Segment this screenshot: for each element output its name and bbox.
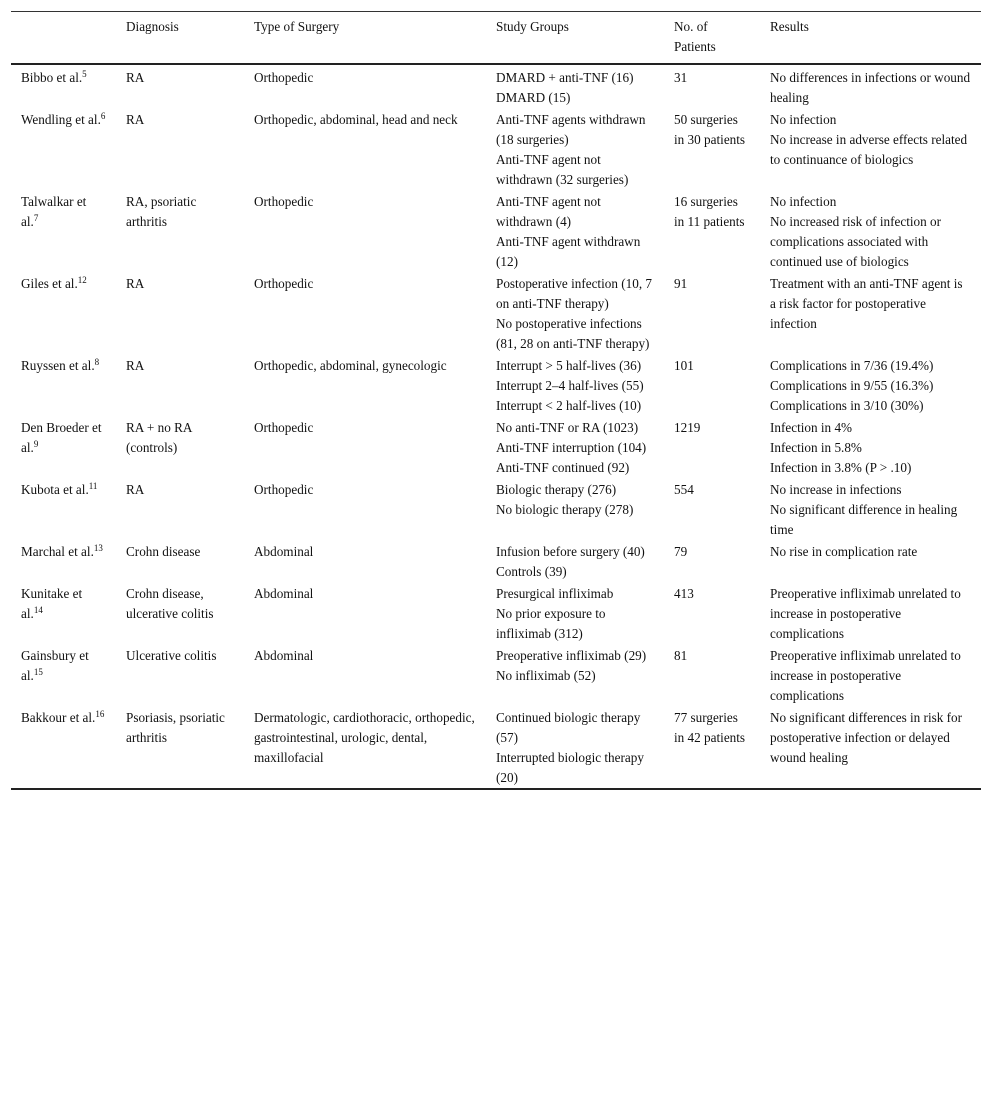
cell-diagnosis: RA + no RA (controls) — [126, 419, 192, 455]
study-group-line: Anti-TNF interruption (104) — [496, 439, 647, 455]
cell-study-groups — [486, 478, 664, 540]
table-row — [11, 108, 981, 190]
study-author: Talwalkar et al. — [21, 193, 87, 229]
study-group-line: Continued biologic therapy (57) — [496, 709, 641, 745]
reference-number: 7 — [33, 212, 39, 223]
result-line: Infection in 3.8% (P > .10) — [770, 459, 912, 475]
cell-patients: 16 surgeries in 11 patients — [674, 193, 745, 229]
cell-study-groups — [486, 64, 664, 108]
table-row — [11, 582, 981, 644]
table-row — [11, 706, 981, 789]
study-group-line: Anti-TNF agent not withdrawn (32 surgeries) — [496, 151, 629, 187]
study-group-line: No prior exposure to infliximab (312) — [496, 605, 606, 641]
cell-diagnosis: RA, psoriatic arthritis — [126, 193, 197, 229]
cell-study-groups — [486, 540, 664, 582]
cell-study — [11, 582, 116, 644]
cell-surgery-type: Orthopedic, abdominal, head and neck — [254, 111, 458, 127]
studies-table — [11, 11, 981, 790]
study-group-line: Interrupt < 2 half-lives (10) — [496, 397, 642, 413]
cell-patients: 1219 — [674, 419, 701, 435]
table-row — [11, 190, 981, 272]
table-row — [11, 644, 981, 706]
cell-study-groups — [486, 272, 664, 354]
table-row — [11, 354, 981, 416]
cell-diagnosis: Ulcerative colitis — [126, 647, 217, 663]
cell-results — [760, 644, 981, 706]
cell-study-groups — [486, 354, 664, 416]
reference-number: 15 — [33, 666, 43, 677]
cell-results — [760, 354, 981, 416]
cell-surgery-type: Orthopedic, abdominal, gynecologic — [254, 357, 447, 373]
result-line: No infection — [770, 193, 837, 209]
cell-surgery-type: Orthopedic — [254, 419, 314, 435]
study-author: Gainsbury et al. — [21, 647, 89, 683]
result-line: No significant difference in healing time — [770, 501, 958, 537]
table-container — [11, 11, 981, 790]
cell-study — [11, 190, 116, 272]
cell-study — [11, 644, 116, 706]
result-line: Complications in 9/55 (16.3%) — [770, 377, 934, 393]
cell-diagnosis: Psoriasis, psoriatic arthritis — [126, 709, 225, 745]
study-group-line: Anti-TNF agent not withdrawn (4) — [496, 193, 601, 229]
study-group-line: No biologic therapy (278) — [496, 501, 634, 517]
cell-surgery-type: Orthopedic — [254, 275, 314, 291]
cell-study-groups — [486, 108, 664, 190]
cell-diagnosis: Crohn disease, ulcerative colitis — [126, 585, 214, 621]
result-line: Infection in 5.8% — [770, 439, 862, 455]
result-line: Preoperative infliximab unrelated to increase in postoperative complications — [770, 585, 961, 641]
study-group-line: Interrupt > 5 half-lives (36) — [496, 357, 642, 373]
table-row — [11, 478, 981, 540]
cell-results — [760, 706, 981, 789]
study-group-line: No infliximab (52) — [496, 667, 596, 683]
table-row — [11, 416, 981, 478]
result-line: No significant differences in risk for postoperative infection or delayed wound healing — [770, 709, 963, 765]
study-group-line: Controls (39) — [496, 563, 567, 579]
study-group-line: Preoperative infliximab (29) — [496, 647, 647, 663]
study-author: Bibbo et al. — [21, 69, 83, 85]
study-author: Giles et al. — [21, 275, 78, 291]
cell-results — [760, 540, 981, 582]
result-line: No increase in infections — [770, 481, 902, 497]
cell-results — [760, 190, 981, 272]
reference-number: 14 — [33, 604, 43, 615]
cell-patients: 77 surgeries in 42 patients — [674, 709, 746, 745]
study-group-line: DMARD + anti-TNF (16) — [496, 69, 634, 85]
study-author: Ruyssen et al. — [21, 357, 95, 373]
study-group-line: No anti-TNF or RA (1023) — [496, 419, 639, 435]
study-author: Marchal et al. — [21, 543, 94, 559]
result-line: Complications in 3/10 (30%) — [770, 397, 924, 413]
cell-patients: 554 — [674, 481, 694, 497]
cell-patients: 31 — [674, 69, 688, 85]
header-results: Results — [770, 19, 809, 34]
cell-surgery-type: Abdominal — [254, 543, 314, 559]
table-row — [11, 64, 981, 108]
header-diagnosis: Diagnosis — [126, 19, 179, 34]
study-group-line: No postoperative infections (81, 28 on anti-TNF therapy) — [496, 315, 650, 351]
cell-diagnosis: RA — [126, 481, 145, 497]
study-author: Bakkour et al. — [21, 709, 96, 725]
cell-patients: 79 — [674, 543, 688, 559]
reference-number: 13 — [93, 542, 103, 553]
cell-study — [11, 478, 116, 540]
header-row — [11, 12, 981, 64]
reference-number: 5 — [82, 68, 87, 79]
study-author: Wendling et al. — [21, 111, 101, 127]
cell-patients: 101 — [674, 357, 694, 373]
study-group-line: Anti-TNF agents withdrawn (18 surgeries) — [496, 111, 646, 147]
header-study — [11, 12, 116, 64]
reference-number: 12 — [77, 274, 87, 285]
cell-patients: 50 surgeries in 30 patients — [674, 111, 746, 147]
cell-results — [760, 272, 981, 354]
result-line: No differences in infections or wound healing — [770, 69, 971, 105]
reference-number: 16 — [95, 708, 105, 719]
header-study-groups: Study Groups — [496, 19, 569, 34]
cell-diagnosis: RA — [126, 111, 145, 127]
study-group-line: Anti-TNF continued (92) — [496, 459, 630, 475]
cell-study-groups — [486, 582, 664, 644]
table-header — [11, 12, 981, 64]
reference-number: 9 — [33, 438, 39, 449]
result-line: No increased risk of infection or complications associated with continued use of biologics — [770, 213, 942, 269]
reference-number: 8 — [94, 356, 100, 367]
cell-diagnosis: RA — [126, 69, 145, 85]
result-line: No infection — [770, 111, 837, 127]
study-group-line: Biologic therapy (276) — [496, 481, 617, 497]
study-group-line: DMARD (15) — [496, 89, 571, 105]
cell-diagnosis: Crohn disease — [126, 543, 201, 559]
reference-number: 6 — [100, 110, 106, 121]
cell-results — [760, 582, 981, 644]
cell-diagnosis: RA — [126, 357, 145, 373]
cell-patients: 91 — [674, 275, 688, 291]
result-line: Treatment with an anti-TNF agent is a risk factor for postoperative infection — [770, 275, 963, 331]
cell-study — [11, 272, 116, 354]
study-group-line: Infusion before surgery (40) — [496, 543, 645, 559]
cell-study-groups — [486, 190, 664, 272]
study-group-line: Postoperative infection (10, 7 on anti-TNF therapy) — [496, 275, 653, 311]
cell-diagnosis: RA — [126, 275, 145, 291]
cell-results — [760, 478, 981, 540]
cell-study — [11, 416, 116, 478]
result-line: Infection in 4% — [770, 419, 853, 435]
cell-study-groups — [486, 644, 664, 706]
result-line: No increase in adverse effects related to continuance of biologics — [770, 131, 968, 167]
cell-study — [11, 108, 116, 190]
study-group-line: Interrupted biologic therapy (20) — [496, 749, 644, 785]
study-author: Kunitake et al. — [21, 585, 83, 621]
cell-results — [760, 64, 981, 108]
cell-surgery-type: Dermatologic, cardiothoracic, orthopedic, gastrointestinal, urologic, dental, maxillofacial — [254, 709, 475, 765]
cell-study-groups — [486, 416, 664, 478]
study-group-line: Interrupt 2–4 half-lives (55) — [496, 377, 644, 393]
cell-surgery-type: Orthopedic — [254, 193, 314, 209]
study-group-line: Presurgical infliximab — [496, 585, 614, 601]
cell-patients: 81 — [674, 647, 688, 663]
result-line: Complications in 7/36 (19.4%) — [770, 357, 934, 373]
result-line: No rise in complication rate — [770, 543, 918, 559]
study-author: Den Broeder et al. — [21, 419, 102, 455]
cell-surgery-type: Orthopedic — [254, 69, 314, 85]
result-line: Preoperative infliximab unrelated to increase in postoperative complications — [770, 647, 961, 703]
study-group-line: Anti-TNF agent withdrawn (12) — [496, 233, 641, 269]
table-body — [11, 64, 981, 789]
cell-results — [760, 416, 981, 478]
table-row — [11, 540, 981, 582]
header-surgery-type: Type of Surgery — [254, 19, 340, 34]
cell-patients: 413 — [674, 585, 694, 601]
cell-results — [760, 108, 981, 190]
reference-number: 11 — [88, 480, 98, 491]
cell-surgery-type: Orthopedic — [254, 481, 314, 497]
cell-study-groups — [486, 706, 664, 789]
study-author: Kubota et al. — [21, 481, 89, 497]
cell-surgery-type: Abdominal — [254, 647, 314, 663]
table-row — [11, 272, 981, 354]
cell-study — [11, 540, 116, 582]
cell-study — [11, 706, 116, 789]
header-patients: No. of Patients — [674, 19, 716, 54]
cell-study — [11, 354, 116, 416]
cell-surgery-type: Abdominal — [254, 585, 314, 601]
cell-study — [11, 64, 116, 108]
